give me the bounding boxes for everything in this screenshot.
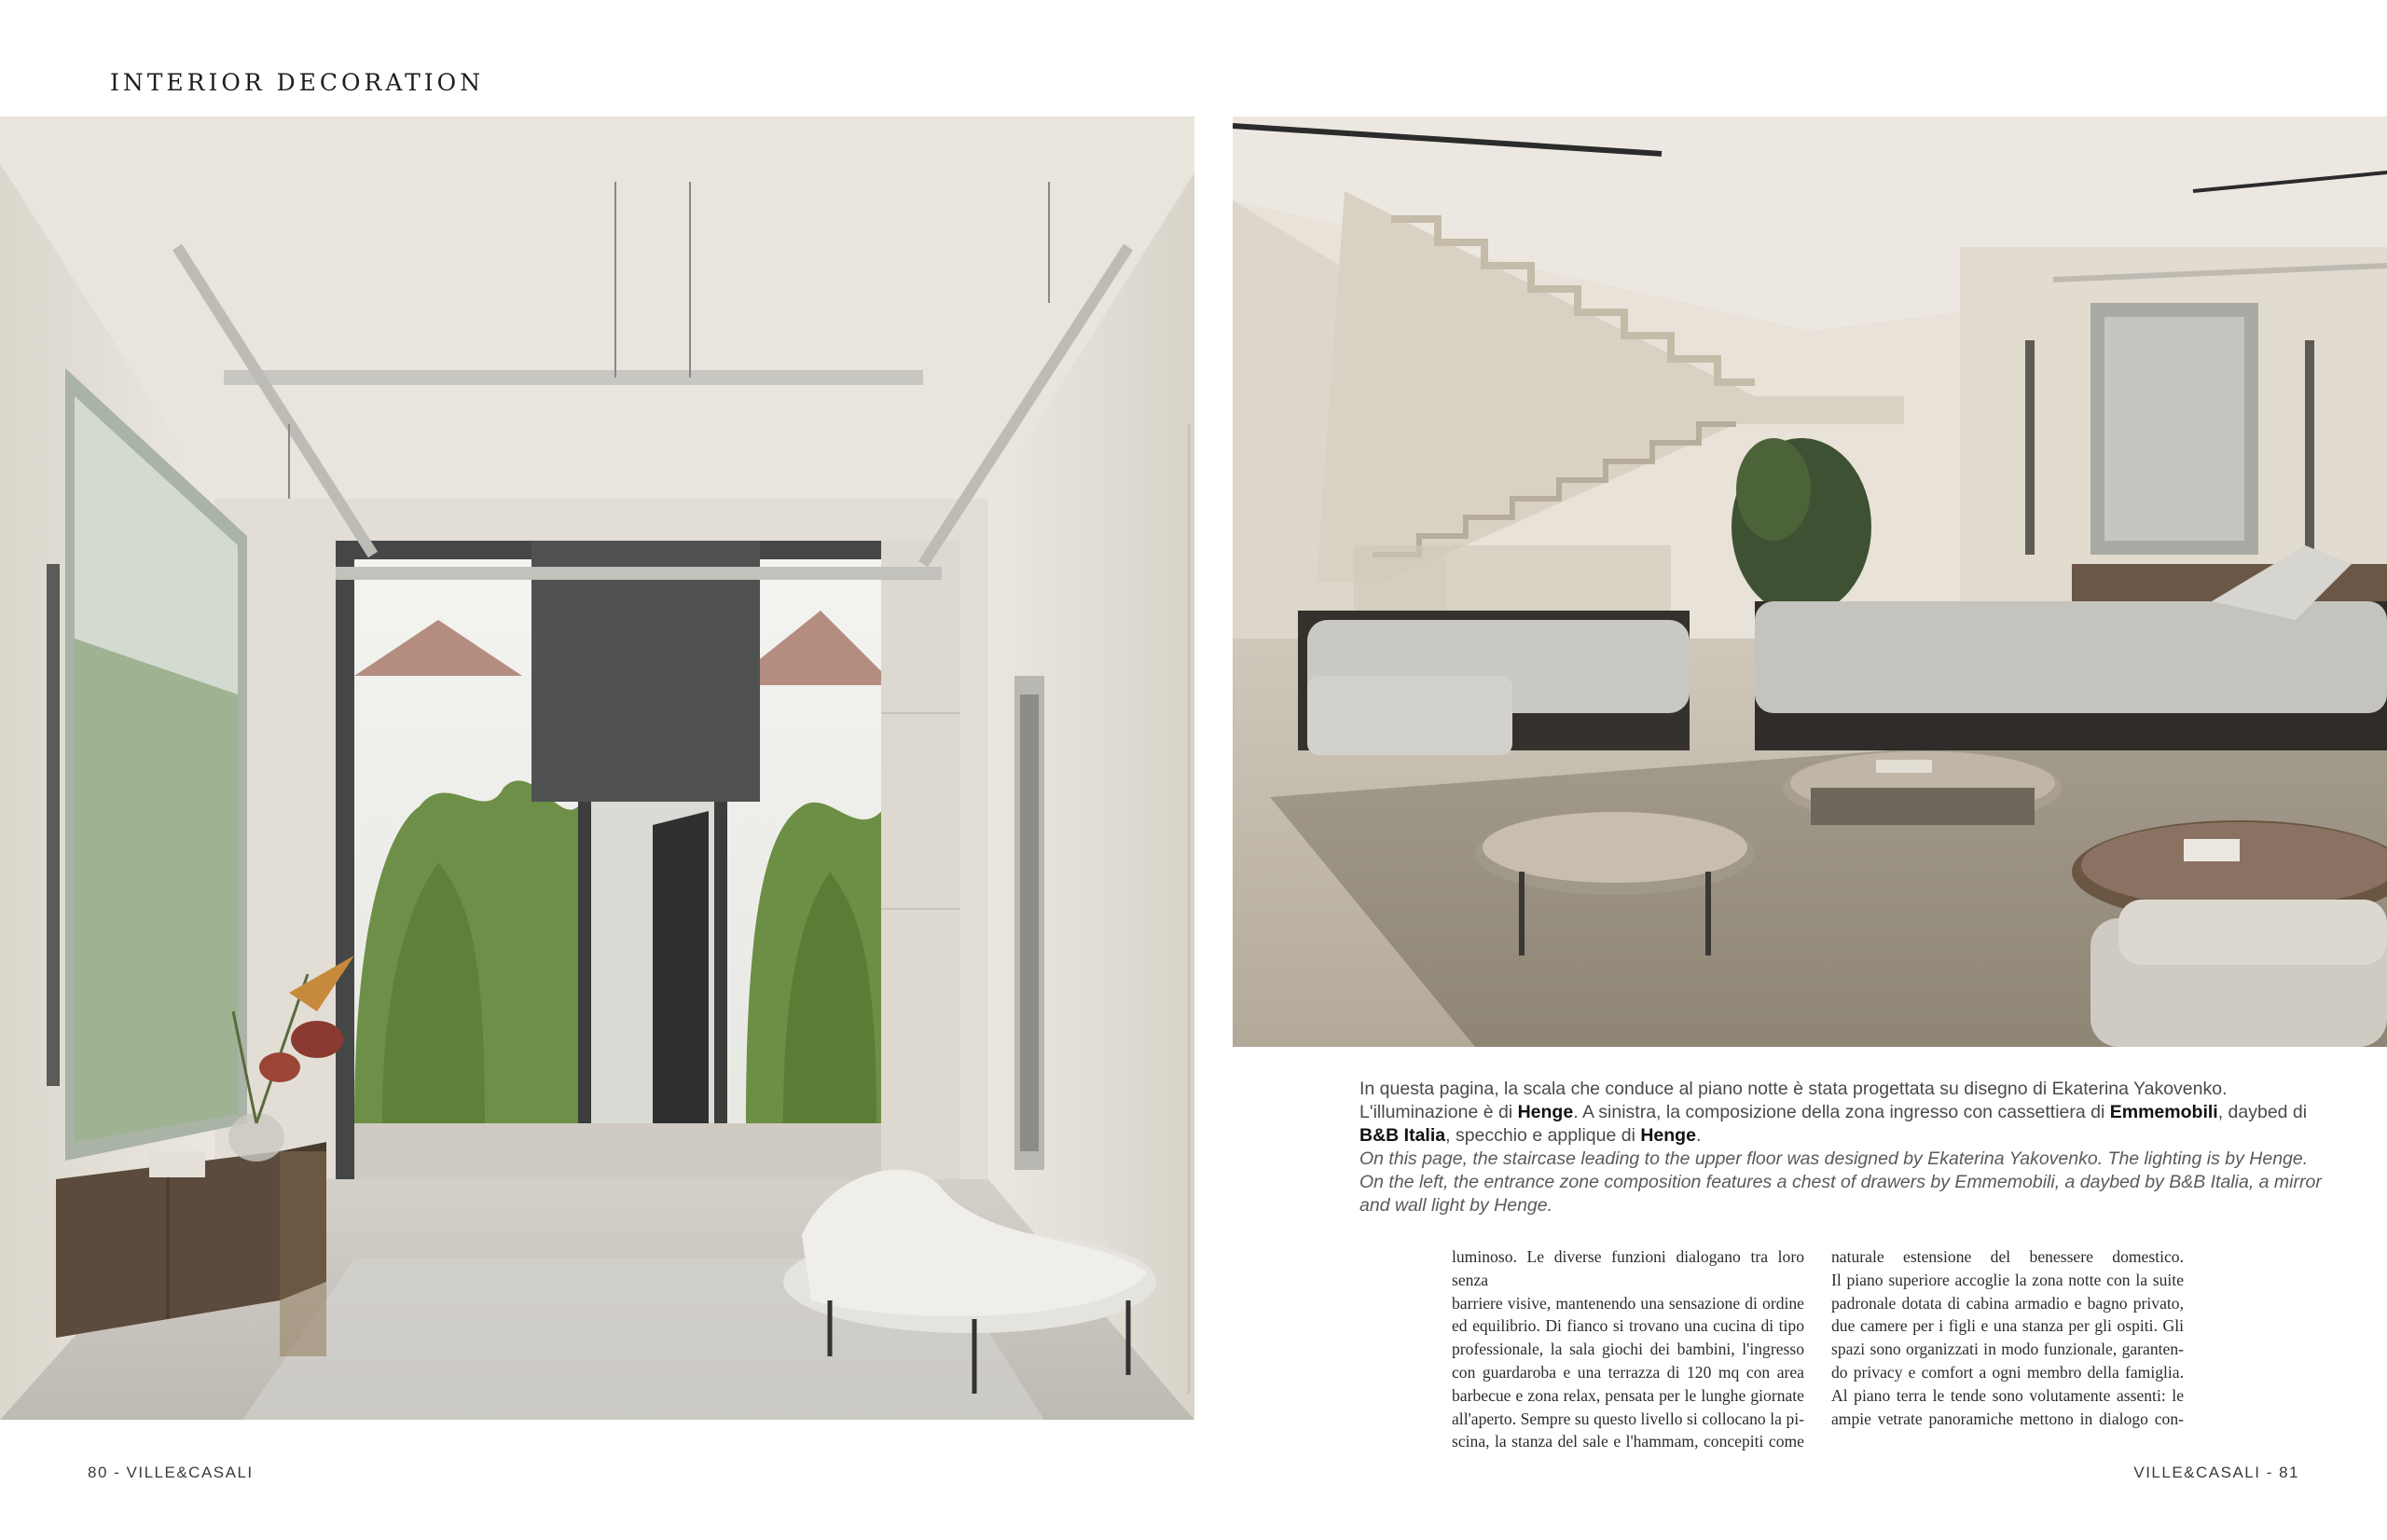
body-text-column-2 — [1831, 1245, 2184, 1430]
body-line: due camere per i figli e una stanza per gli ospiti. Gli — [1831, 1316, 2184, 1336]
body-line: luminoso. Le diverse funzioni dialogano tra loro senza — [1452, 1247, 1804, 1289]
caption-brand-bb-italia: B&B Italia — [1359, 1125, 1446, 1146]
body-line: do privacy e comfort a ogni membro della famiglia. — [1831, 1362, 2184, 1382]
wall-light — [2025, 340, 2035, 555]
entrance-hall-illustration — [0, 117, 1194, 1420]
body-line: ed equilibrio. Di fianco si trovano una cucina di tipo — [1452, 1316, 1804, 1336]
caption-italian-3: , daybed di — [2217, 1102, 2308, 1122]
body-line: ampie vetrate panoramiche mettono in dialogo con- — [1831, 1409, 2184, 1428]
body-line: professionale, la sala giochi dei bambini, l'ingresso — [1452, 1340, 1804, 1359]
caption-italian-5: . — [1695, 1125, 1702, 1146]
photo-caption — [1359, 1078, 2329, 1217]
caption-brand-henge: Henge — [1517, 1102, 1574, 1122]
living-room-photo — [1233, 117, 2387, 1047]
caption-italian-2: . A sinistra, la composizione della zona ingresso con cassettiera di — [1573, 1102, 2110, 1122]
body-line: barbecue e zona relax, pensata per le lunghe giornate — [1452, 1385, 1804, 1405]
body-line: all'aperto. Sempre su questo livello si collocano la pi- — [1452, 1409, 1804, 1428]
caption-italian-4: , specchio e applique di — [1445, 1125, 1641, 1146]
entrance-hall-photo — [0, 117, 1194, 1420]
section-title: INTERIOR DECORATION — [110, 69, 484, 96]
caption-italian-1: In questa pagina, la scala che conduce al piano notte è stata progettata su disegno di Ekaterina Yakovenko. L'illuminazione è di — [1359, 1079, 2228, 1122]
page-folio-right: VILLE&CASALI - 81 — [2133, 1464, 2299, 1481]
caption-brand-henge-2: Henge — [1640, 1125, 1696, 1146]
caption-brand-emmemobili: Emmemobili — [2109, 1102, 2218, 1122]
body-line: barriere visive, mantenendo una sensazione di ordine — [1452, 1293, 1804, 1313]
body-line: Il piano superiore accoglie la zona notte con la suite — [1831, 1270, 2184, 1289]
body-line: Al piano terra le tende sono volutamente assenti: le — [1831, 1385, 2184, 1405]
body-line: spazi sono organizzati in modo funzionale, garanten- — [1831, 1340, 2184, 1359]
page-folio-left: 80 - VILLE&CASALI — [88, 1464, 254, 1481]
body-line: padronale dotata di cabina armadio e bagno privato, — [1831, 1293, 2184, 1313]
body-line: scina, la stanza del sale e l'hammam, concepiti come — [1452, 1432, 1804, 1451]
body-line: naturale estensione del benessere domestico. — [1831, 1247, 2184, 1266]
living-room-illustration — [1233, 117, 2387, 1047]
body-text-column-1 — [1452, 1245, 1804, 1453]
caption-english: On this page, the staircase leading to the upper floor was designed by Ekaterina Yakovenko. The lighting is by Henge. On the left, the entrance zone composition features a chest of drawers by Emmemobili, a daybed by B&B Italia, a mirror and wall light by Henge. — [1359, 1148, 2322, 1216]
body-line: con guardaroba e una terrazza di 120 mq con area — [1452, 1362, 1804, 1382]
wall-light — [47, 564, 60, 1086]
ceiling — [0, 117, 1194, 499]
